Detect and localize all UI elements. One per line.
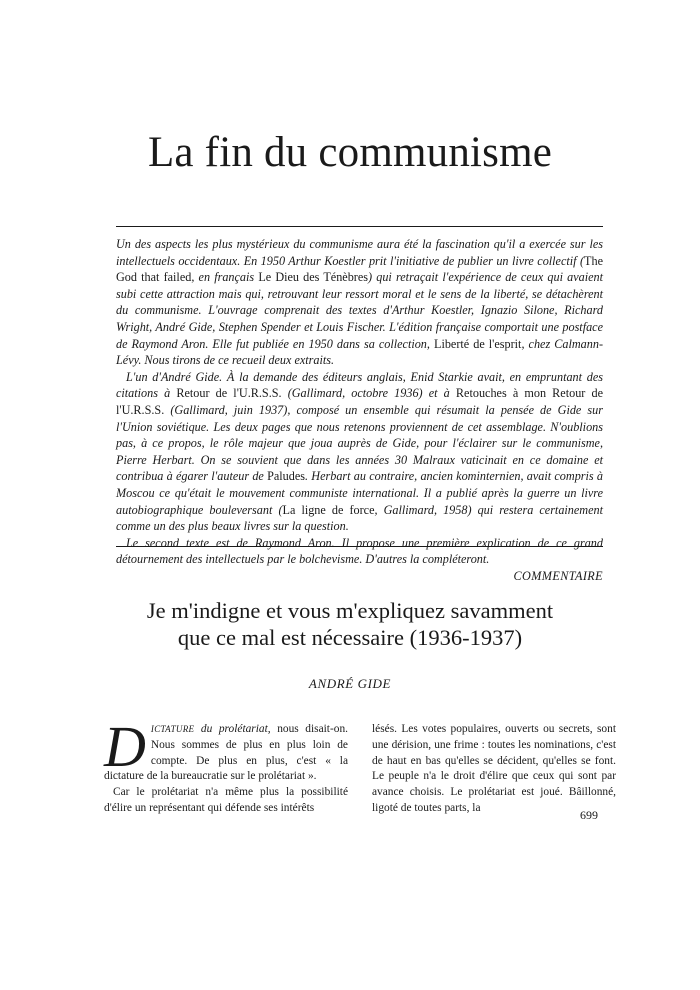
page-number: 699 [580,808,598,822]
collection-name: Liberté de l'esprit [434,336,522,351]
top-divider [116,226,603,227]
lead-in-caps: ICTATURE [150,724,195,734]
drop-cap: D [104,714,146,779]
intro-signature: COMMENTAIRE [513,568,603,583]
bottom-divider [116,546,603,547]
editorial-introduction [116,236,603,584]
article-title-line-2: que ce mal est nécessaire (1936-1937) [177,625,523,650]
book-title-paludes: Paludes [267,469,305,484]
intro-paragraph-3: Le second texte est de Raymond Aron. Il propose une première explication de ce grand détournement des intellectuels par le bolchevisme. D'autres la compléteront. [116,535,603,567]
text-column-right [372,722,616,817]
book-title-french: Le Dieu des Ténèbres [258,270,369,285]
text-column-left [104,714,348,817]
article-title-line-1: Je m'indigne et vous m'expliquez savamment [146,598,554,623]
intro-paragraph-2: L'un d'André Gide. À la demande des éditeurs anglais, Enid Starkie avait, en empruntant des citations à Retour de l'U.R.S.S. (Gallimard, octobre 1936) et à Retouches à mon Retour de l'U.R.S.S. (Gallimard, juin 1937), composé un ensemble qui résumait la pensée de Gide sur l'Union soviétique. Les deux pages que nous retenons proviennent de cet assemblage. N'oublions pas, à ce propos, le rôle majeur que joua auprès de Gide, pour l'éclairer sur le communisme, Pierre Herbart. On se souvient que dans les années 30 Malraux vaticinait en ce domaine et contribua à égarer l'auteur de Paludes. Herbart au contraire, ancien kominternien, avait compris à Moscou ce qu'était le mouvement communiste international. Il a publié après la guerre un livre autobiographique bouleversant (La ligne de force, Gallimard, 1958) qui restera certainement comme un des plus beaux livres sur la question. [116,369,603,534]
book-title-ligne-de-force: La ligne de force [282,502,375,517]
left-paragraph-2: Car le prolétariat n'a même plus la possibilité d'élire un représentant qui défende ses intérêts [104,786,348,814]
opening-paragraph: DICTATURE du prolétariat, nous disait-on. Nous sommes de plus en plus loin de compte. De plus en plus, c'est « la dictature de la bureaucratie sur le prolétariat ». [104,714,348,783]
right-paragraph-1: lésés. Les votes populaires, ouverts ou secrets, sont une dérision, une frime : toutes les nominations, c'est de haut en bas qu'elles se décident, qu'elles se font. Le peuple n'a le droit d'élire que ceux qui sont par avance choisis. Le prolétariat est joué. Bâillonné, ligoté de toutes parts, la [372,723,616,814]
article-title [0,597,700,651]
intro-paragraph-1: Un des aspects les plus mystérieux du communisme aura été la fascination qu'il a exercée sur les intellectuels occidentaux. En 1950 Arthur Koestler prit l'initiative de publier un livre collectif (The God that failed, en français Le Dieu des Ténèbres) qui retraçait l'expérience de ceux qui avaient subi cette attraction mais qui, retrouvant leur ressort moral et le sens de la liberté, se détachèrent du communisme. L'ouvrage comprenait des textes d'Arthur Koestler, Ignazio Silone, Richard Wright, André Gide, Stephen Spender et Louis Fischer. L'édition française comportait une postface de Raymond Aron. Elle fut publiée en 1950 dans sa collection, Liberté de l'esprit, chez Calmann-Lévy. Nous tirons de ce recueil deux extraits. [116,237,604,368]
book-title-retouches: Retouches à mon Retour de l'U.R.S.S. [116,386,603,417]
page-title: La fin du communisme [147,129,553,176]
article-author: ANDRÉ GIDE [308,676,392,691]
book-title-english: The God that failed [116,253,603,285]
book-title-retour: Retour de l'U.R.S.S. [176,386,282,401]
